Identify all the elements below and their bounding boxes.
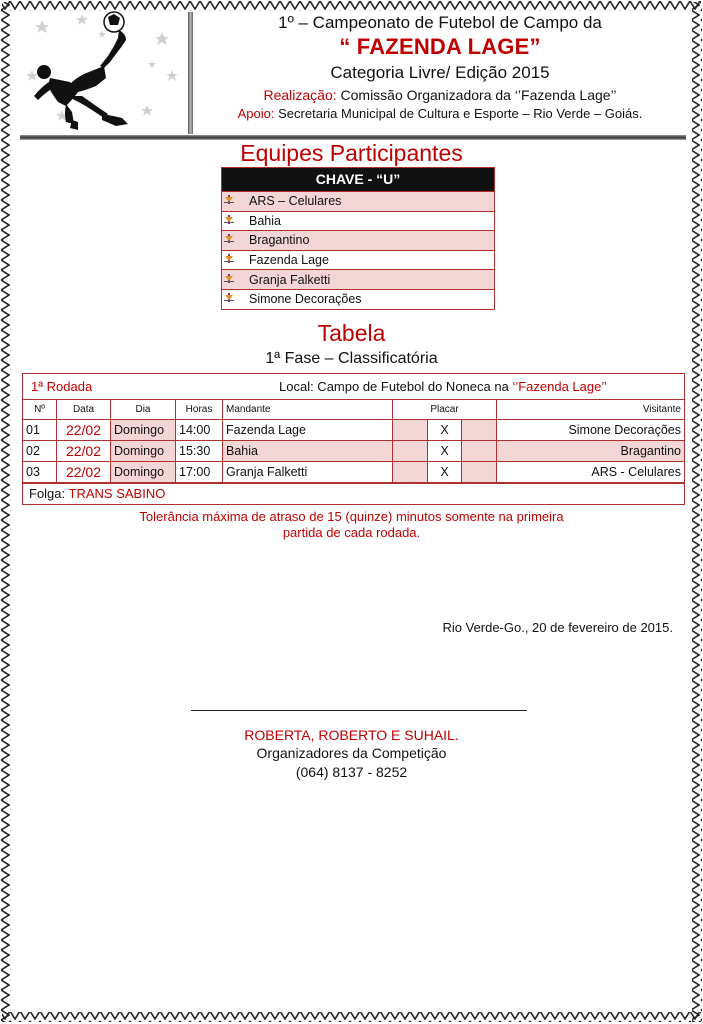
score-x: X bbox=[428, 462, 462, 483]
tabela-title: Tabela bbox=[317, 320, 386, 346]
team-row bbox=[222, 211, 494, 231]
score-x: X bbox=[428, 441, 462, 462]
header-event-name: “ FAZENDA LAGE” bbox=[339, 34, 541, 59]
header-realizacao bbox=[195, 87, 685, 103]
bicycle-kick-player-icon bbox=[22, 10, 190, 138]
chave-header: CHAVE - “U” bbox=[222, 168, 494, 191]
tabela-subtitle: 1ª Fase – Classificatória bbox=[265, 350, 438, 367]
match-hour: 17:00 bbox=[176, 462, 223, 483]
table-row bbox=[23, 420, 684, 441]
tolerance-note bbox=[0, 509, 703, 541]
team-row bbox=[222, 230, 494, 250]
organizer-names: ROBERTA, ROBERTO E SUHAIL. bbox=[244, 727, 459, 743]
tolerance-line-1: Tolerância máxima de atraso de 15 (quinze) minutos somente na primeira bbox=[139, 509, 564, 524]
score-home bbox=[393, 420, 428, 441]
folga-team: TRANS SABINO bbox=[68, 486, 166, 501]
score-home bbox=[393, 462, 428, 483]
header-category: Categoria Livre/ Edição 2015 bbox=[330, 63, 550, 82]
location-place: ‘’Fazenda Lage’’ bbox=[512, 379, 607, 394]
match-day: Domingo bbox=[111, 462, 176, 483]
header-line-1: 1º – Campeonato de Futebol de Campo da bbox=[278, 13, 602, 32]
arrow-down-bullet-icon bbox=[228, 192, 242, 210]
team-name: Bragantino bbox=[249, 233, 310, 248]
match-day: Domingo bbox=[111, 441, 176, 462]
team-name: Granja Falketti bbox=[249, 272, 331, 287]
team-name: ARS – Celulares bbox=[249, 194, 342, 209]
match-away: Simone Decorações bbox=[497, 420, 685, 441]
location-label: Local: Campo de Futebol do Noneca na bbox=[279, 379, 509, 394]
header-apoio bbox=[195, 106, 685, 121]
team-row bbox=[222, 191, 494, 211]
match-date: 22/02 bbox=[57, 441, 111, 462]
arrow-down-bullet-icon bbox=[228, 271, 242, 289]
score-x: X bbox=[428, 420, 462, 441]
match-away: Bragantino bbox=[497, 441, 685, 462]
document-date: Rio Verde-Go., 20 de fevereiro de 2015. bbox=[442, 620, 673, 635]
folga-label: Folga: bbox=[29, 486, 66, 501]
team-name: Bahia bbox=[249, 213, 281, 228]
match-day: Domingo bbox=[111, 420, 176, 441]
match-num: 02 bbox=[23, 441, 57, 462]
match-num: 03 bbox=[23, 462, 57, 483]
signature-line bbox=[191, 710, 527, 711]
match-home: Granja Falketti bbox=[223, 462, 393, 483]
matches-header-row bbox=[23, 400, 684, 420]
equipes-table bbox=[221, 167, 495, 310]
col-dia: Dia bbox=[111, 400, 176, 420]
score-away bbox=[462, 441, 497, 462]
arrow-down-bullet-icon bbox=[228, 212, 242, 230]
col-mandante: Mandante bbox=[223, 400, 393, 420]
col-horas: Horas bbox=[176, 400, 223, 420]
match-home: Fazenda Lage bbox=[223, 420, 393, 441]
match-away: ARS - Celulares bbox=[497, 462, 685, 483]
team-name: Fazenda Lage bbox=[249, 253, 329, 268]
score-away bbox=[462, 462, 497, 483]
score-away bbox=[462, 420, 497, 441]
realizacao-text: Comissão Organizadora da ‘’Fazenda Lage’’ bbox=[340, 87, 617, 103]
organizer-phone: (064) 8137 - 8252 bbox=[295, 764, 408, 780]
match-home: Bahia bbox=[223, 441, 393, 462]
score-home bbox=[393, 441, 428, 462]
round-location bbox=[279, 379, 684, 394]
team-name: Simone Decorações bbox=[249, 292, 362, 307]
matches-grid bbox=[22, 373, 685, 505]
match-num: 01 bbox=[23, 420, 57, 441]
apoio-label: Apoio: bbox=[237, 106, 275, 121]
arrow-down-bullet-icon bbox=[228, 231, 242, 249]
col-num: Nº bbox=[23, 400, 57, 420]
team-row bbox=[222, 289, 494, 309]
organizer-role: Organizadores da Competição bbox=[256, 745, 447, 761]
match-hour: 15:30 bbox=[176, 441, 223, 462]
table-row bbox=[23, 441, 684, 462]
col-data: Data bbox=[57, 400, 111, 420]
tolerance-line-2: partida de cada rodada. bbox=[282, 525, 421, 540]
col-visitante: Visitante bbox=[497, 400, 685, 420]
round-header bbox=[23, 374, 684, 400]
apoio-text: Secretaria Municipal de Cultura e Esporte – Rio Verde – Goiás. bbox=[278, 106, 643, 121]
match-hour: 14:00 bbox=[176, 420, 223, 441]
team-row bbox=[222, 250, 494, 270]
matches-table bbox=[23, 400, 684, 483]
equipes-title: Equipes Participantes bbox=[240, 140, 463, 166]
table-row bbox=[23, 462, 684, 483]
header-vertical-divider bbox=[188, 12, 193, 134]
arrow-down-bullet-icon bbox=[228, 251, 242, 269]
match-date: 22/02 bbox=[57, 420, 111, 441]
folga-row bbox=[23, 483, 684, 504]
match-date: 22/02 bbox=[57, 462, 111, 483]
round-label: 1ª Rodada bbox=[31, 379, 93, 394]
realizacao-label: Realização: bbox=[263, 87, 337, 103]
col-placar: Placar bbox=[393, 400, 497, 420]
arrow-down-bullet-icon bbox=[228, 290, 242, 308]
team-row bbox=[222, 269, 494, 289]
